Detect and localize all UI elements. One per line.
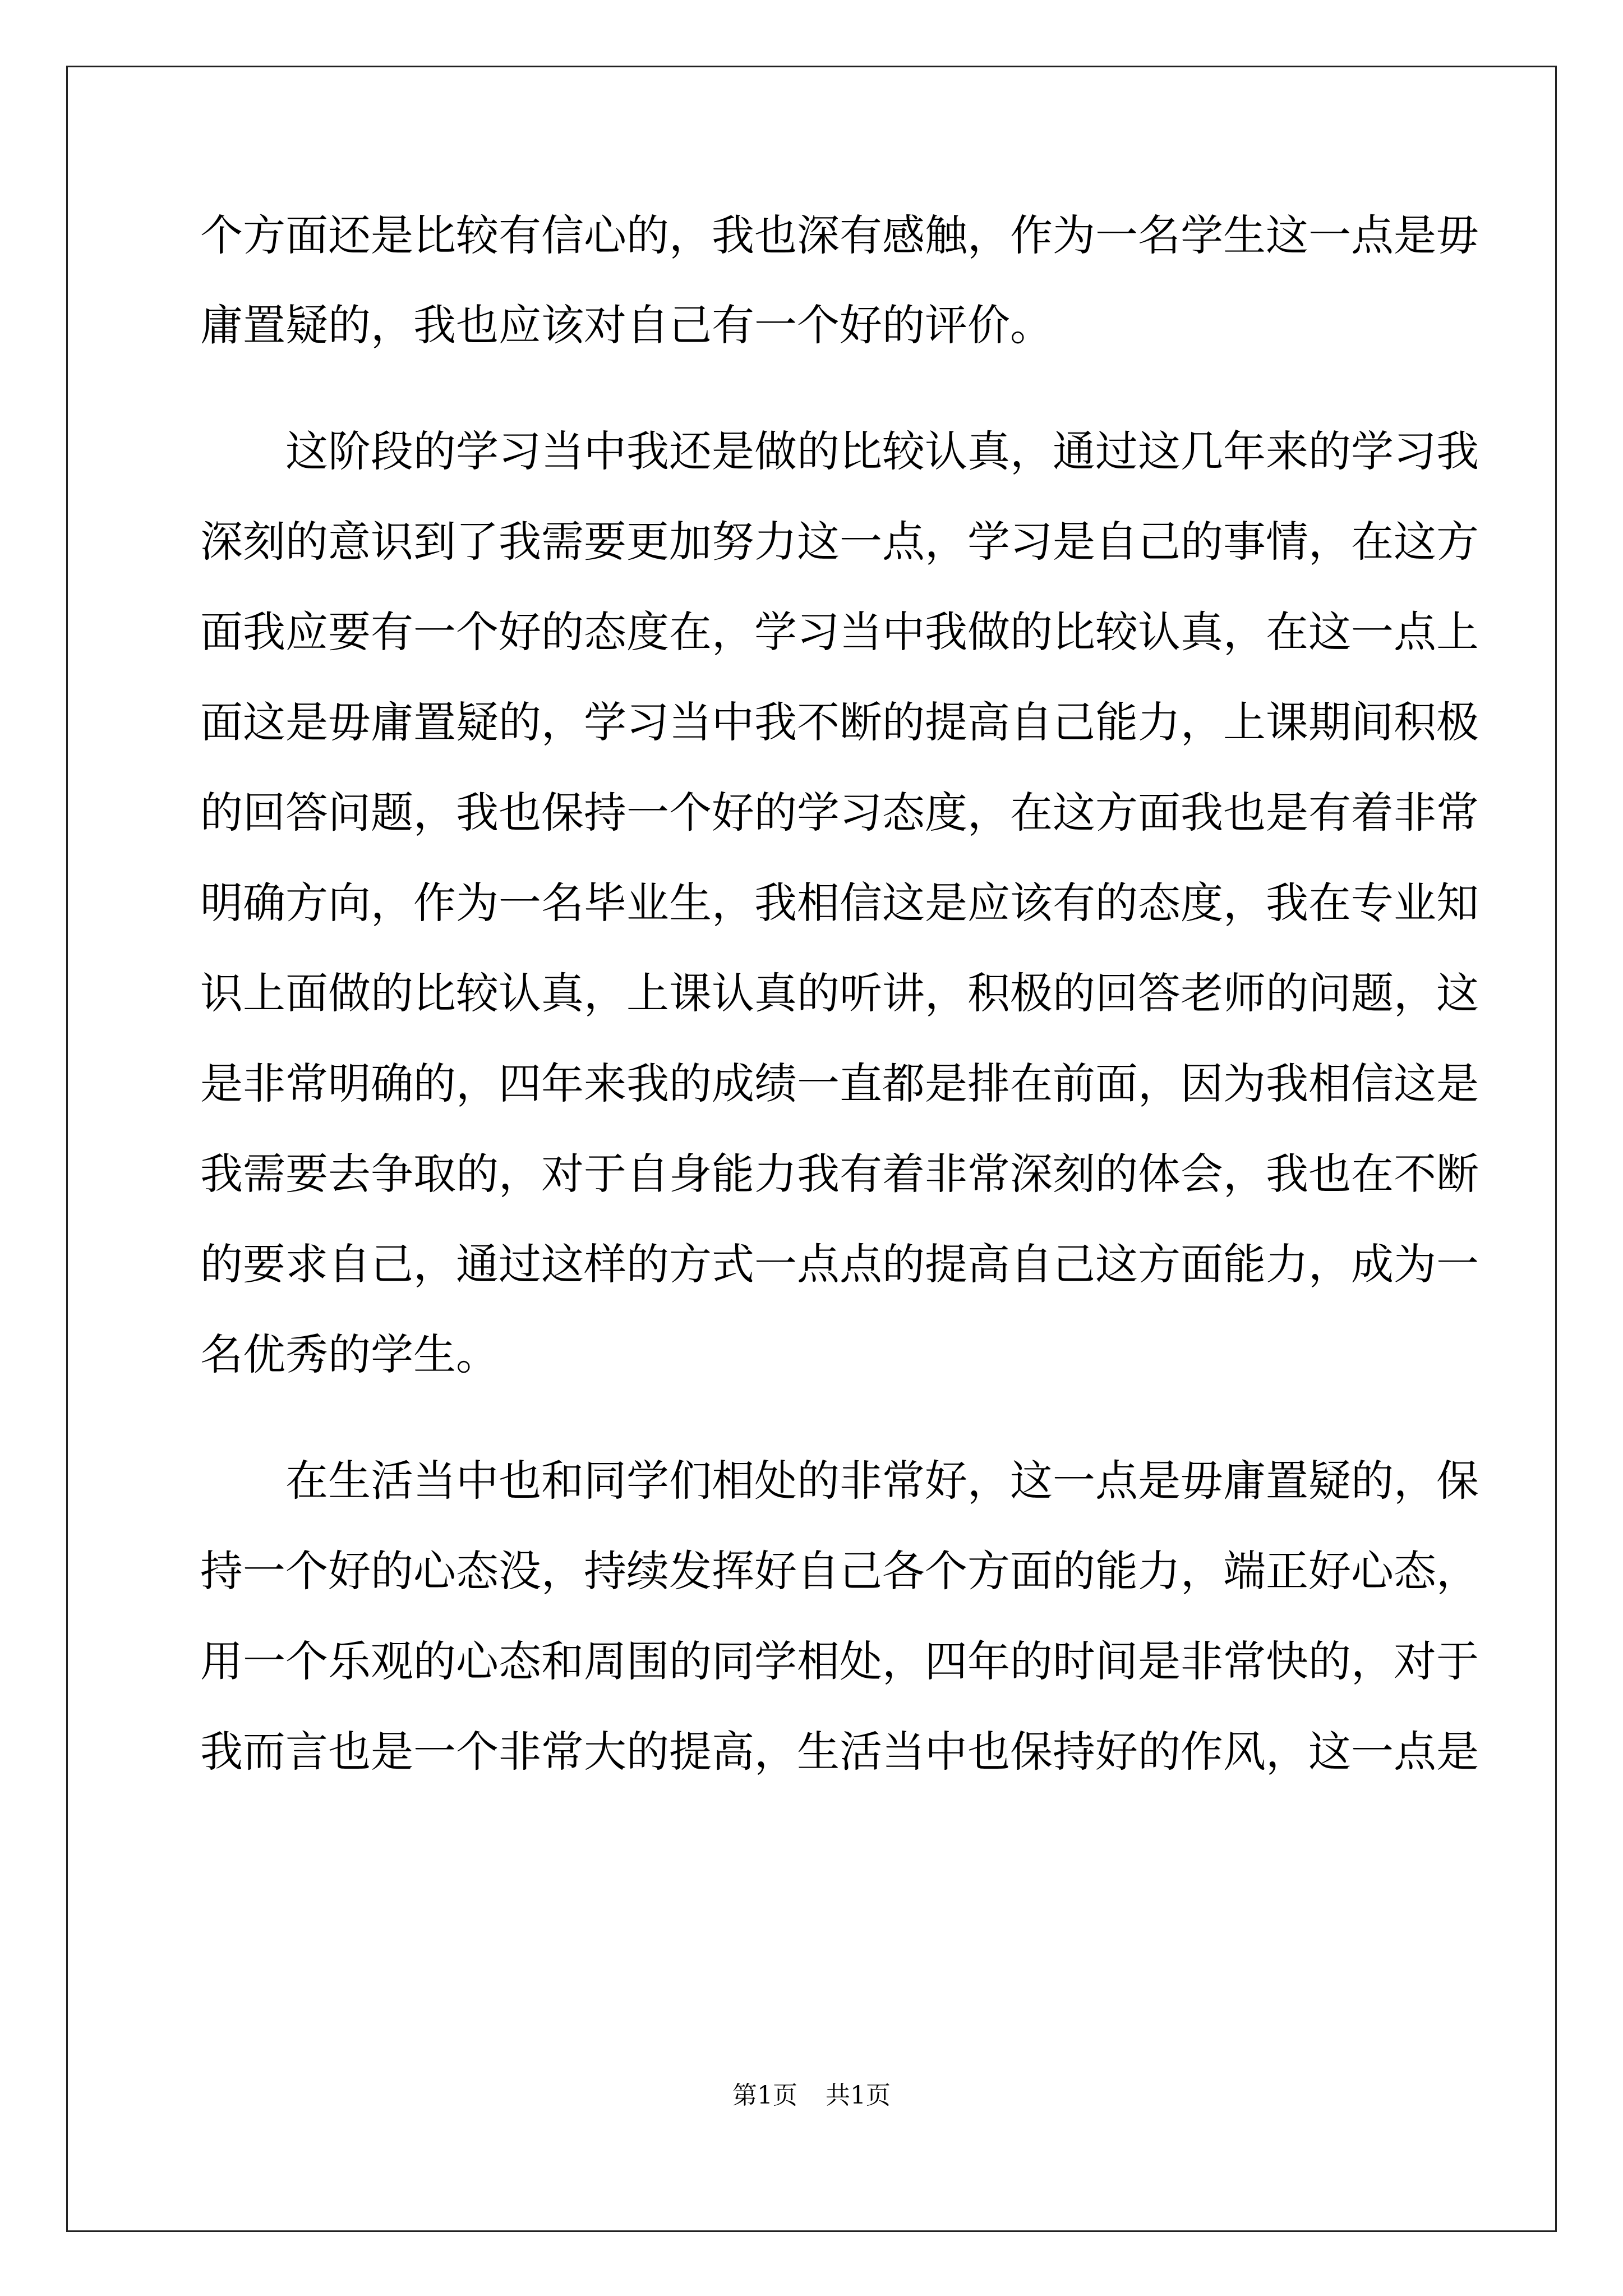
text-line: 名优秀的学生。 [200, 1329, 499, 1379]
paragraph-first-line: 在生活当中也和同学们相处的非常好，这一点是毋庸置疑的，保 [285, 1456, 1479, 1506]
text-line: 的回答问题，我也保持一个好的学习态度，在这方面我也是有着非常 [200, 788, 1479, 838]
page-total: 共1页 [826, 2081, 891, 2110]
text-line: 深刻的意识到了我需要更加努力这一点，学习是自己的事情，在这方 [200, 517, 1479, 567]
text-line: 我而言也是一个非常大的提高，生活当中也保持好的作风，这一点是 [200, 1727, 1479, 1777]
page-number: 第1页 [732, 2081, 797, 2110]
text-line: 的要求自己，通过这样的方式一点点的提高自己这方面能力，成为一 [200, 1239, 1479, 1289]
text-line: 面这是毋庸置疑的，学习当中我不断的提高自己能力，上课期间积极 [200, 697, 1479, 747]
text-line: 庸置疑的，我也应该对自己有一个好的评价。 [200, 300, 1053, 350]
text-line: 是非常明确的，四年来我的成绩一直都是排在前面，因为我相信这是 [200, 1059, 1479, 1108]
text-line: 明确方向，作为一名毕业生，我相信这是应该有的态度，我在专业知 [200, 878, 1479, 928]
text-line: 我需要去争取的，对于自身能力我有着非常深刻的体会，我也在不断 [200, 1149, 1479, 1199]
text-line: 识上面做的比较认真，上课认真的听讲，积极的回答老师的问题，这 [200, 968, 1479, 1018]
text-line: 个方面还是比较有信心的，我也深有感触，作为一名学生这一点是毋 [200, 210, 1479, 260]
text-line: 用一个乐观的心态和周围的同学相处，四年的时间是非常快的，对于 [200, 1636, 1479, 1686]
paragraph-first-line: 这阶段的学习当中我还是做的比较认真，通过这几年来的学习我 [285, 426, 1479, 476]
text-line: 持一个好的心态没，持续发挥好自己各个方面的能力，端正好心态， [200, 1546, 1479, 1596]
page-footer [0, 2079, 1623, 2113]
text-line: 面我应要有一个好的态度在，学习当中我做的比较认真，在这一点上 [200, 607, 1479, 657]
